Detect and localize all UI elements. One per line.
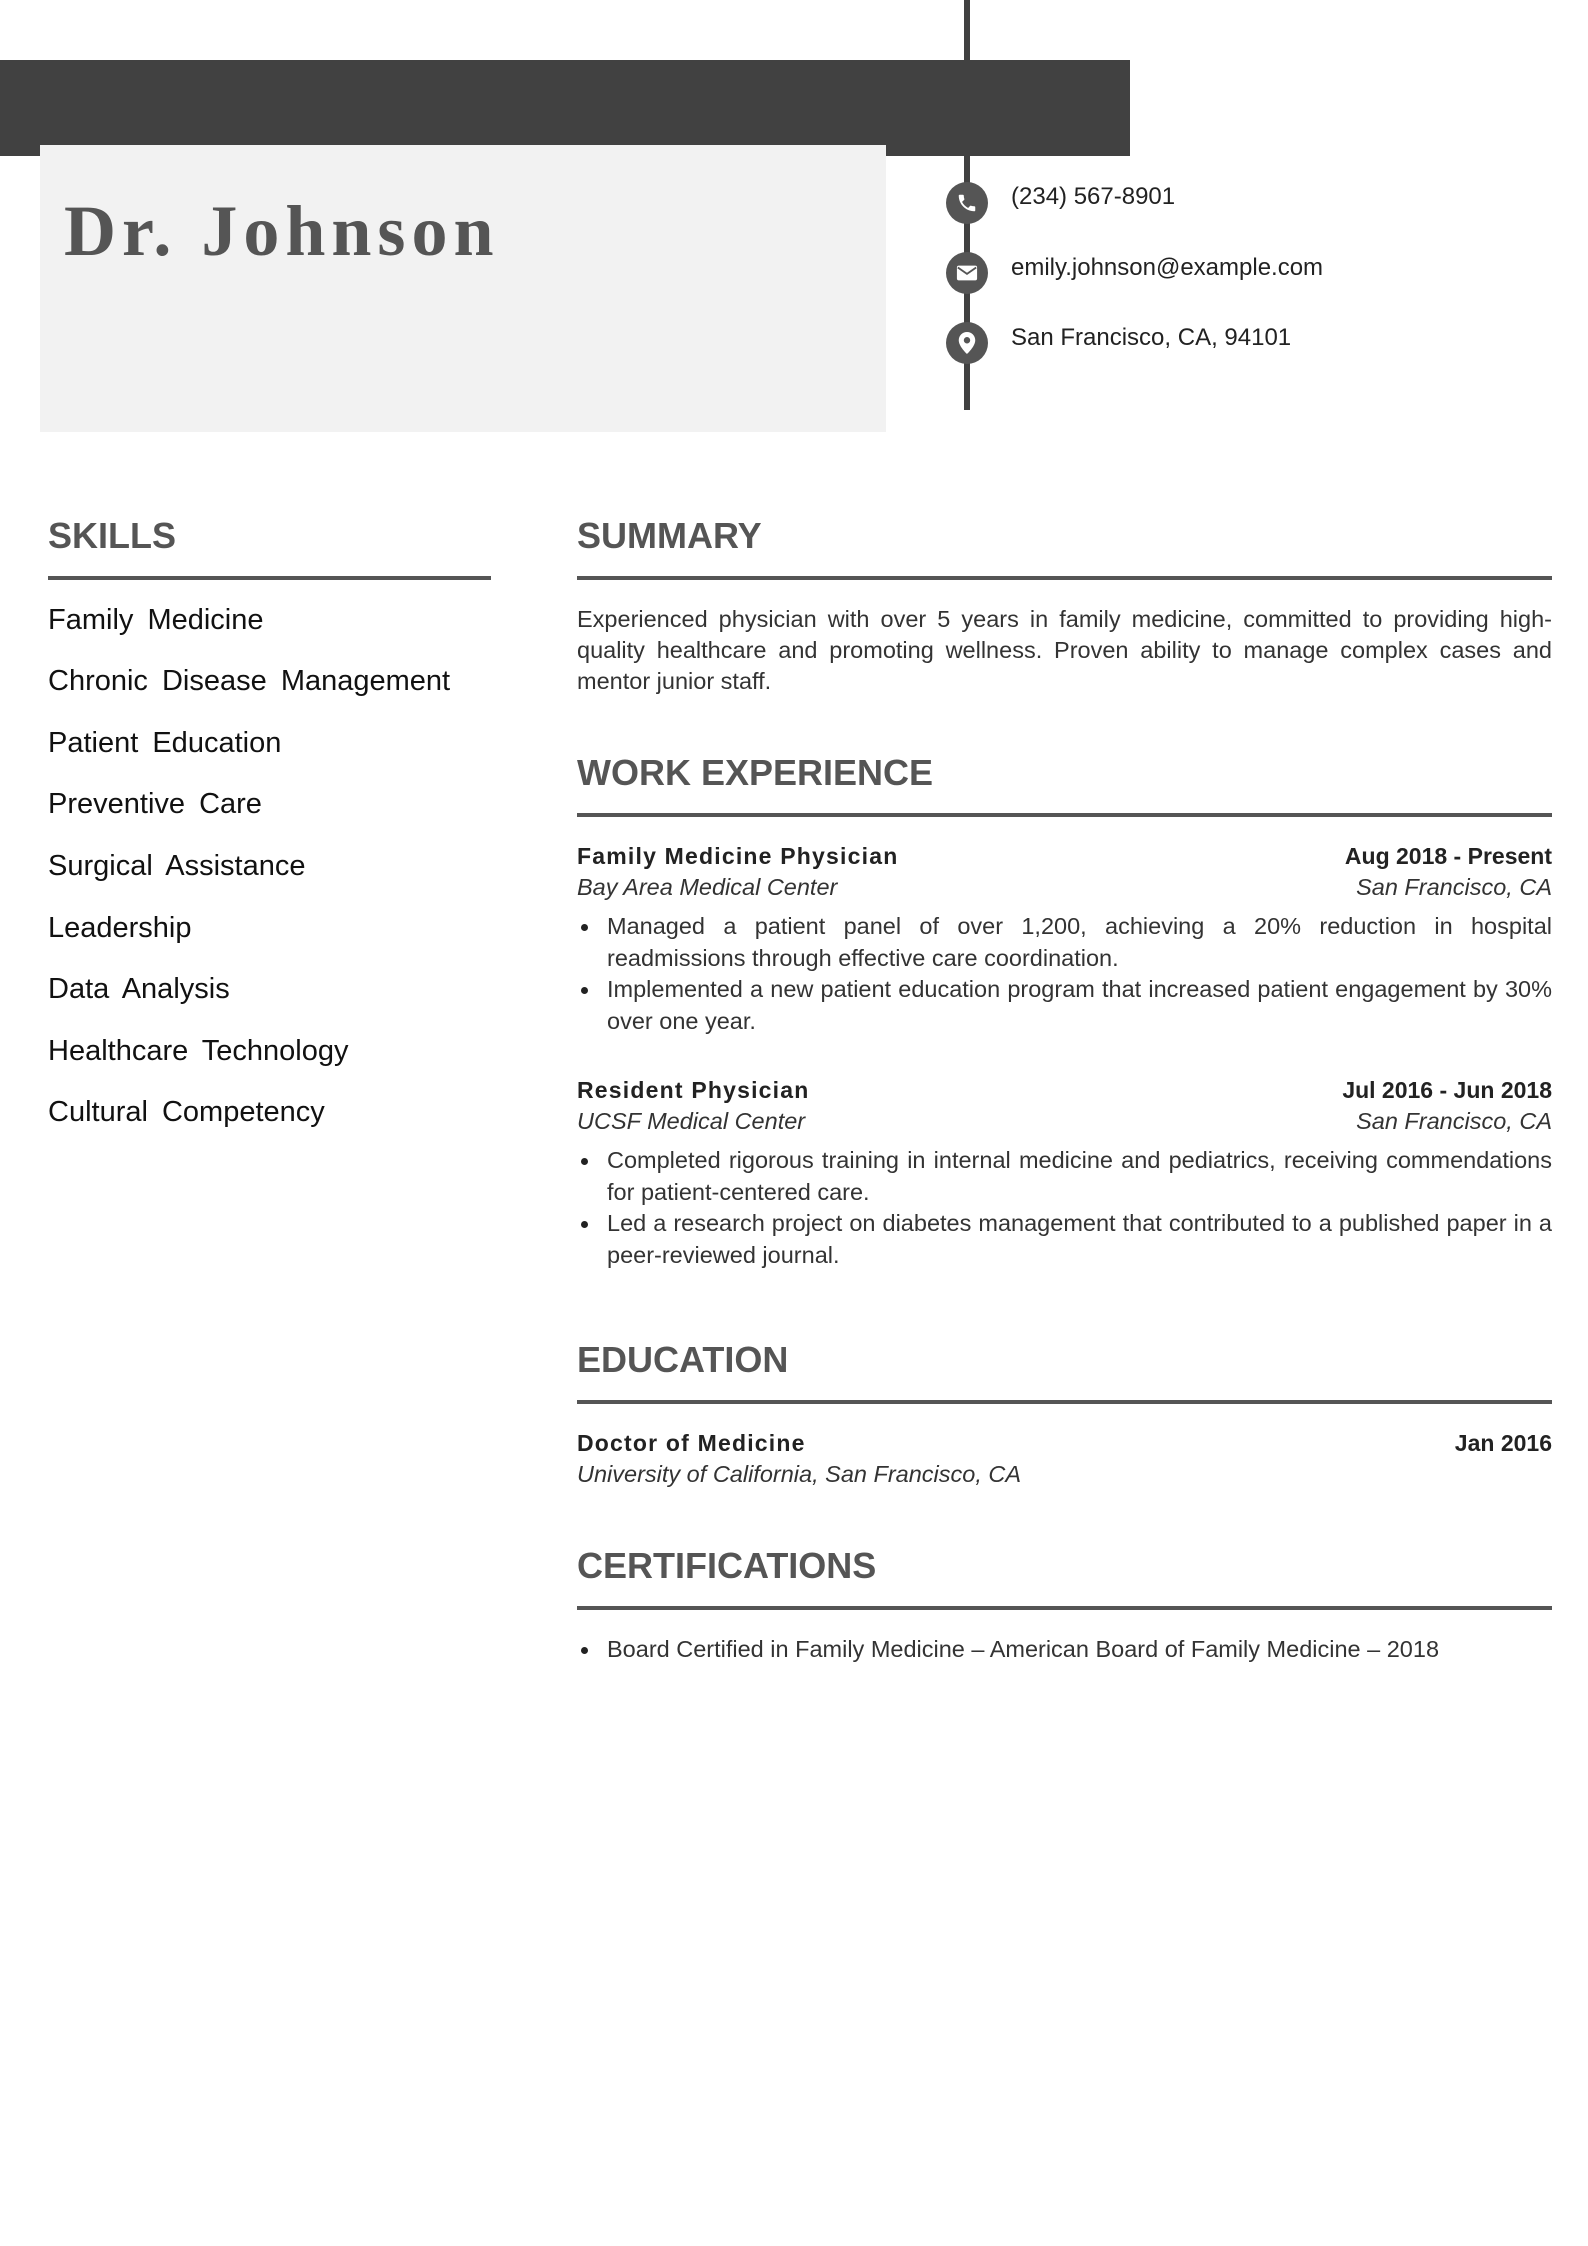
skills-divider bbox=[48, 576, 491, 580]
email-icon bbox=[946, 252, 988, 294]
school-name: University of California, San Francisco, CA bbox=[577, 1461, 1022, 1487]
certification-list bbox=[577, 1634, 1552, 1666]
job-location: San Francisco, CA bbox=[1356, 874, 1552, 900]
skill-item: Data Analysis bbox=[48, 973, 230, 1005]
certifications-divider bbox=[577, 1606, 1552, 1610]
contact-email[interactable]: emily.johnson@example.com bbox=[1011, 254, 1324, 281]
degree-date: Jan 2016 bbox=[1454, 1430, 1552, 1456]
degree-title: Doctor of Medicine bbox=[577, 1430, 806, 1456]
job-entry bbox=[577, 843, 1552, 1037]
skill-item: Family Medicine bbox=[48, 604, 264, 636]
header-bar bbox=[0, 60, 1130, 156]
job-bullet: Led a research project on diabetes management that contributed to a published paper in a peer-reviewed journal. bbox=[577, 1208, 1552, 1271]
candidate-name: Dr. Johnson bbox=[64, 191, 500, 271]
education-heading: EDUCATION bbox=[577, 1339, 789, 1380]
job-bullet: Completed rigorous training in internal medicine and pediatrics, receiving commendations for patient-centered care. bbox=[577, 1145, 1552, 1208]
skills-heading: SKILLS bbox=[48, 515, 177, 556]
certification-item: Board Certified in Family Medicine – American Board of Family Medicine – 2018 bbox=[577, 1634, 1552, 1666]
job-location: San Francisco, CA bbox=[1356, 1108, 1552, 1134]
summary-divider bbox=[577, 576, 1552, 580]
skill-item: Healthcare Technology bbox=[48, 1035, 349, 1067]
skill-item: Preventive Care bbox=[48, 788, 262, 820]
location-pin-icon bbox=[946, 322, 988, 364]
certifications-heading: CERTIFICATIONS bbox=[577, 1545, 877, 1586]
education-divider bbox=[577, 1400, 1552, 1404]
name-box bbox=[40, 145, 886, 432]
job-bullets bbox=[577, 911, 1552, 1037]
summary-heading: SUMMARY bbox=[577, 515, 762, 556]
contact-phone[interactable]: (234) 567-8901 bbox=[1011, 183, 1176, 210]
job-bullets bbox=[577, 1145, 1552, 1271]
job-title: Family Medicine Physician bbox=[577, 843, 899, 869]
experience-divider bbox=[577, 813, 1552, 817]
job-organization: UCSF Medical Center bbox=[577, 1108, 806, 1134]
job-organization: Bay Area Medical Center bbox=[577, 874, 838, 900]
summary-text: Experienced physician with over 5 years in family medicine, committed to providing high-quality healthcare and promoting wellness. Proven ability to manage complex cases and mentor junior staff. bbox=[577, 606, 1552, 694]
job-entry bbox=[577, 1077, 1552, 1271]
skill-item: Cultural Competency bbox=[48, 1096, 325, 1128]
experience-heading: WORK EXPERIENCE bbox=[577, 752, 934, 793]
job-title: Resident Physician bbox=[577, 1077, 810, 1103]
skill-item: Leadership bbox=[48, 912, 192, 944]
summary-section bbox=[577, 604, 1552, 697]
skill-item: Surgical Assistance bbox=[48, 850, 306, 882]
education-entry bbox=[577, 1430, 1552, 1488]
job-dates: Jul 2016 - Jun 2018 bbox=[1342, 1077, 1552, 1103]
phone-icon bbox=[946, 182, 988, 224]
skill-item: Patient Education bbox=[48, 727, 282, 759]
contact-location: San Francisco, CA, 94101 bbox=[1011, 324, 1292, 351]
job-dates: Aug 2018 - Present bbox=[1344, 843, 1552, 869]
skill-item: Chronic Disease Management bbox=[48, 665, 451, 697]
job-bullet: Managed a patient panel of over 1,200, achieving a 20% reduction in hospital readmissions through effective care coordination. bbox=[577, 911, 1552, 974]
job-bullet: Implemented a new patient education program that increased patient engagement by 30% over one year. bbox=[577, 974, 1552, 1037]
certifications-section bbox=[577, 1634, 1552, 1666]
